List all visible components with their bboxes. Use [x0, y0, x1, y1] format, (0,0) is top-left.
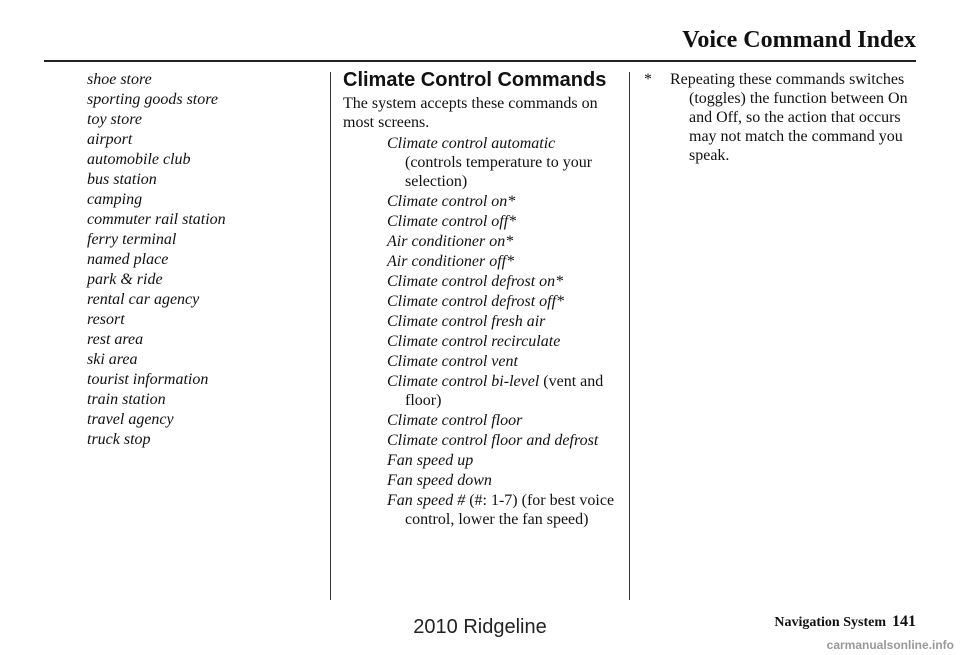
column-divider-right [629, 72, 630, 600]
place-item: named place [87, 251, 169, 268]
command-note: (vent and floor) [405, 373, 604, 409]
place-category-list [87, 70, 317, 450]
footnote-text-rest: (toggles) the function between On and Off, so the action that occurs may not match the command you speak. [689, 90, 908, 164]
place-item: travel agency [87, 411, 174, 428]
command-item [387, 312, 623, 331]
command-text: Air conditioner on* [387, 233, 514, 250]
footer-label: Navigation System [774, 615, 886, 630]
command-text: Climate control automatic [387, 135, 556, 152]
place-item: resort [87, 311, 125, 328]
command-item [387, 352, 623, 371]
place-item: rental car agency [87, 291, 200, 308]
place-item: park & ride [87, 271, 163, 288]
place-item: commuter rail station [87, 211, 226, 228]
command-text: Air conditioner off* [387, 253, 515, 270]
place-item: truck stop [87, 431, 151, 448]
place-item: sporting goods store [87, 91, 218, 108]
command-item [387, 134, 623, 191]
place-item: ferry terminal [87, 231, 177, 248]
command-item [387, 252, 623, 271]
section-title: Climate Control Commands [343, 69, 607, 91]
command-text: Climate control recirculate [387, 333, 561, 350]
command-text: Climate control on* [387, 193, 516, 210]
footnote-text-first: Repeating these commands switches [670, 71, 905, 88]
place-item: train station [87, 391, 166, 408]
command-text: Fan speed down [387, 472, 492, 489]
command-item [387, 212, 623, 231]
command-list [387, 134, 623, 529]
command-item [387, 272, 623, 291]
site-watermark: carmanualsonline.info [826, 638, 954, 652]
place-item: shoe store [87, 71, 152, 88]
command-item [387, 232, 623, 251]
place-item: airport [87, 131, 133, 148]
section-intro: The system accepts these commands on most screens. [343, 95, 598, 131]
place-item: rest area [87, 331, 144, 348]
watermark-text: 2010 Ridgeline [413, 616, 547, 638]
place-item: bus station [87, 171, 157, 188]
command-item [387, 332, 623, 351]
command-text: Climate control fresh air [387, 313, 546, 330]
command-note: (#: 1-7) (for best voice control, lower the fan speed) [405, 492, 615, 528]
command-text: Climate control floor and defrost [387, 432, 599, 449]
command-text: Climate control vent [387, 353, 518, 370]
footnote [644, 70, 919, 165]
command-item [387, 451, 623, 470]
command-text: Climate control floor [387, 412, 523, 429]
command-text: Climate control off* [387, 213, 517, 230]
place-item: camping [87, 191, 143, 208]
command-text: Climate control defrost off* [387, 293, 565, 310]
command-text: Climate control bi-level [387, 373, 540, 390]
climate-control-section [343, 68, 623, 530]
command-item [387, 431, 623, 450]
place-item: automobile club [87, 151, 191, 168]
footnote-marker: * [644, 71, 652, 88]
command-text: Fan speed # [387, 492, 466, 509]
page-number: 141 [892, 613, 916, 630]
column-divider-left [330, 72, 331, 600]
command-item [387, 292, 623, 311]
command-note: (controls temperature to your selection) [405, 154, 593, 190]
place-item: ski area [87, 351, 138, 368]
command-text: Climate control defrost on* [387, 273, 564, 290]
command-item [387, 411, 623, 430]
header-divider [44, 60, 916, 62]
place-item: toy store [87, 111, 142, 128]
command-text: Fan speed up [387, 452, 474, 469]
place-item: tourist information [87, 371, 209, 388]
page-header-title: Voice Command Index [682, 27, 916, 53]
command-item [387, 491, 623, 529]
command-item [387, 471, 623, 490]
command-item [387, 192, 623, 211]
command-item [387, 372, 623, 410]
